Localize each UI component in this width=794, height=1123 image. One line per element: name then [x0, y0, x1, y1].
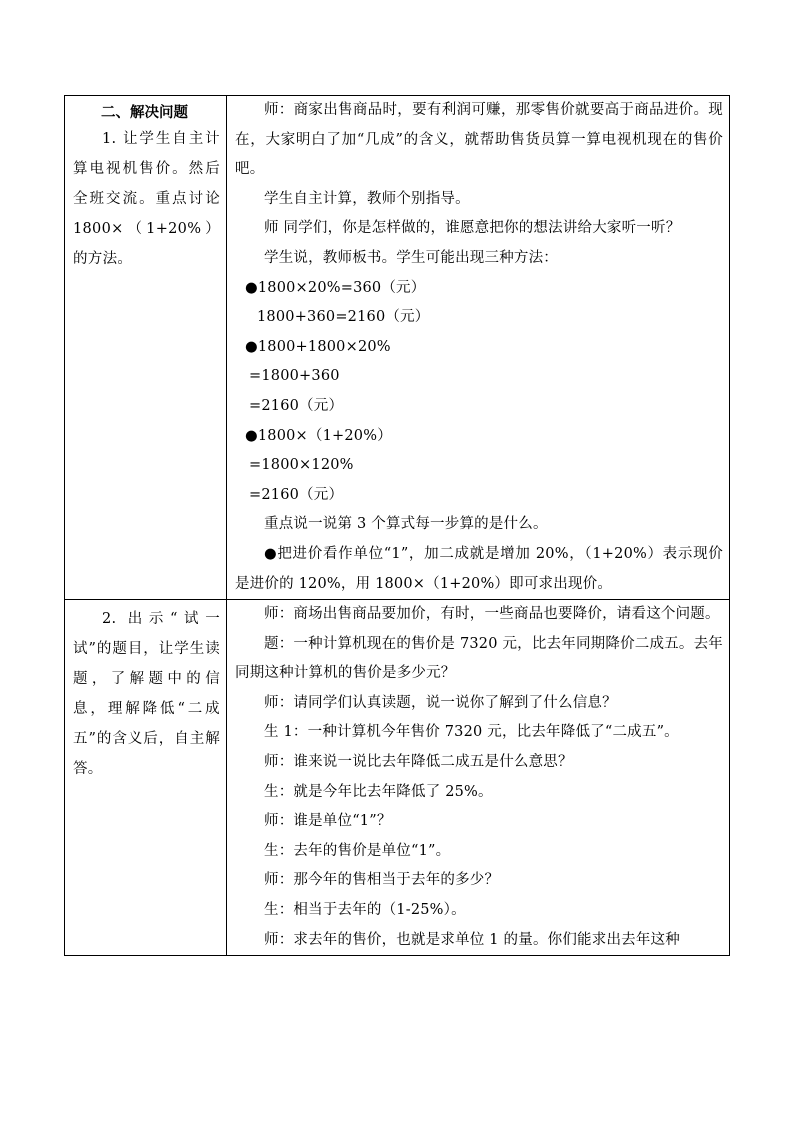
process-cell — [65, 96, 227, 600]
activity-line: ●1800×20%=360（元） — [245, 279, 426, 296]
activity-line: =1800+360 — [249, 368, 340, 385]
activity-line: 师：商家出售商品时，要有利润可赚，那零售价就要高于商品进价。现在，大家明白了加“几成”的含义，就帮助售货员算一算电视机现在的售价吧。 — [235, 102, 723, 178]
activity-line: 生：相当于去年的（1-25%）。 — [264, 902, 466, 919]
activity-line: 题：一种计算机现在的售价是 7320 元，比去年同期降价二成五。去年同期这种计算机的售价是多少元？ — [235, 635, 723, 682]
lesson-plan-table — [64, 95, 730, 956]
process-cell — [65, 600, 227, 956]
activity-line: ●1800×（1+20%） — [245, 427, 392, 444]
section-heading: 二、解决问题 — [101, 104, 188, 121]
activity-cell — [227, 96, 730, 600]
activity-line: 学生自主计算，教师个别指导。 — [264, 190, 470, 207]
activity-line: 学生说，教师板书。学生可能出现三种方法： — [264, 249, 558, 266]
teaching-step — [73, 604, 220, 784]
activity-line: 师：请同学们认真读题，说一说你了解到了什么信息？ — [264, 694, 617, 711]
activity-line: 1800+360=2160（元） — [257, 309, 430, 326]
activity-line: 师：谁来说一说比去年降低二成五是什么意思？ — [264, 754, 573, 771]
activity-text — [235, 96, 723, 599]
table-row — [65, 96, 730, 600]
activity-line: 生：去年的售价是单位“1”。 — [264, 842, 451, 859]
activity-line: ●把进价看作单位“1”，加二成就是增加 20%，（1+20%）表示现价是进价的 120%，用 1800×（1+20%）即可求出现价。 — [235, 545, 723, 592]
activity-line: 师：那今年的售相当于去年的多少？ — [264, 872, 500, 889]
activity-text — [235, 600, 723, 955]
step-text: 1. 让学生自主计算电视机售价。然后全班交流。重点讨论 1800×（1+20%）的方法。 — [73, 131, 220, 267]
activity-line: ●1800+1800×20% — [245, 338, 391, 355]
step-text: 2. 出示“试一试”的题目，让学生读题，了解题中的信息，理解降低“二成五”的含义后，自主解答。 — [73, 611, 220, 778]
activity-line: 师：求去年的售价，也就是求单位 1 的量。你们能求出去年这种 — [264, 931, 680, 948]
activity-cell — [227, 600, 730, 956]
table-row — [65, 600, 730, 956]
teaching-step — [73, 124, 220, 274]
activity-line: =1800×120% — [249, 457, 354, 474]
activity-line: 生：就是今年比去年降低了 25%。 — [264, 783, 493, 800]
activity-line: 师 同学们，你是怎样做的，谁愿意把你的想法讲给大家听一听？ — [264, 220, 681, 237]
activity-line: 师：商场出售商品要加价，有时，一些商品也要降价，请看这个问题。 — [264, 606, 720, 623]
activity-line: =2160（元） — [249, 486, 344, 503]
activity-line: =2160（元） — [249, 397, 344, 414]
activity-line: 师：谁是单位“1”？ — [264, 813, 392, 830]
activity-line: 生 1：一种计算机今年售价 7320 元，比去年降低了“二成五”。 — [264, 724, 679, 741]
activity-line: 重点说一说第 3 个算式每一步算的是什么。 — [264, 516, 548, 533]
